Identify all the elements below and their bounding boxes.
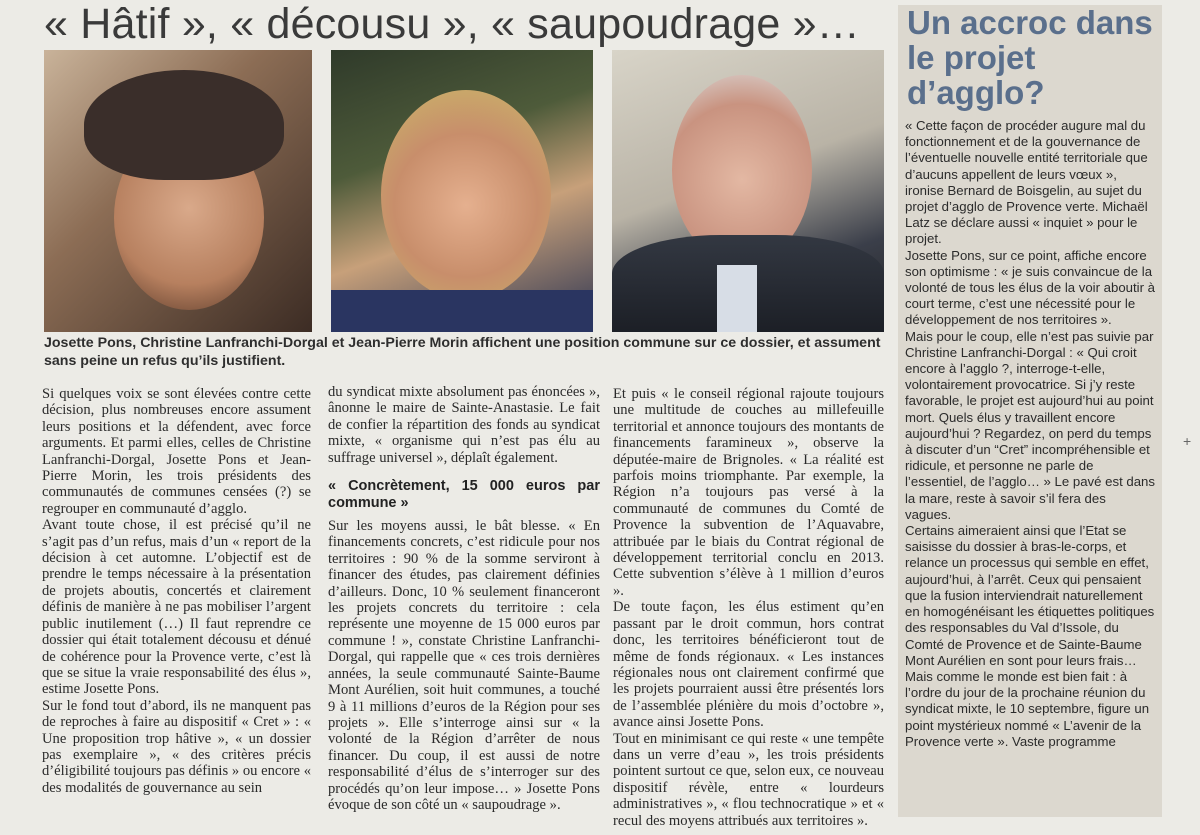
photo-caption: Josette Pons, Christine Lanfranchi-Dorgal et Jean-Pierre Morin affichent une position commune sur ce dossier, et assument sans peine un refus qu’ils justifient. xyxy=(44,335,881,369)
sidebar-title: Un accroc dans le projet d’agglo? xyxy=(907,4,1153,111)
sidebar-paragraph: Mais comme le monde est bien fait : à l’ordre du jour de la prochaine réunion du syndicat mixte, le 10 septembre, figure un point mystérieux nommé « L’avenir de la Provence verte ». Vaste programme xyxy=(905,668,1150,749)
paragraph: De toute façon, les élus estiment qu’en passant par le droit commun, hors contrat donc, les territoires bénéficieront tout de même de fonds régionaux. « Les instances régionales nous ont clairement confirmé que les projets pourraient aussi être présentés lors de l’assemblée plénière du mois d’octobre », avance ainsi Josette Pons. xyxy=(613,599,884,731)
article-column-1 xyxy=(42,386,311,796)
sidebar-paragraph: Josette Pons, sur ce point, affiche encore son optimisme : « je suis convaincue de la volonté de tous les élus de la voir aboutir à court terme, c’est une nécessité pour le développement de nos territoires ». xyxy=(905,247,1155,328)
photo-josette-pons xyxy=(44,50,312,332)
sidebar-paragraph: Certains aimeraient ainsi que l’Etat se saisisse du dossier à bras-le-corps, et relance un processus qui semble en effet, aujourd’hui, à l’arrêt. Ceux qui pensaient que la fusion interviendrait naturellement en homogénéisant les étiquettes politiques des responsables du Val d’Issole, du Comté de Provence et de Sainte-Baume Mont Aurélien en sont pour leurs frais… xyxy=(905,523,1155,668)
paragraph: du syndicat mixte absolument pas énoncées », ânonne le maire de Sainte-Anastasie. Le fait de confier la répartition des fonds au syndicat mixte, « organisme qui n’est pas élu au suffrage universel », déplaît également. xyxy=(328,384,600,466)
crop-mark: + xyxy=(1183,433,1192,449)
photo-christine-lanfranchi-dorgal xyxy=(331,50,593,332)
photo-jean-pierre-morin xyxy=(612,50,884,332)
paragraph: Et puis « le conseil régional rajoute toujours une multitude de couches au millefeuille territorial et annonce toujours des montants de financements faramineux », observe la députée-maire de Brignoles. « La réalité est parfois moins triomphante. Par exemple, la Région n’a toujours pas versé à la communauté de communes du Comté de Provence la subvention de l’Aquavabre, attribuée par le biais du Contrat régional de développement territorial conclu en 2013. Cette subvention s’élève à 1 million d’euros ». xyxy=(613,386,884,599)
article-column-2 xyxy=(328,384,600,813)
subheading: « Concrètement, 15 000 euros par commune » xyxy=(328,478,600,512)
paragraph: Tout en minimisant ce qui reste « une tempête dans un verre d’eau », les trois présidents pointent surtout ce que, selon eux, ce nouveau dispositif révèle, entre « lourdeurs administratives », « flou technocratique » et « recul des moyens attribués aux territoires ». xyxy=(613,730,884,829)
sidebar-paragraph: « Cette façon de procéder augure mal du fonctionnement et de la gouvernance de l’éventuelle nouvelle entité territoriale que d’aucuns appellent de leurs vœux », ironise Bernard de Boisgelin, au sujet du projet d’agglo de Provence verte. Michaël Latz se déclare aussi « inquiet » pour le projet. xyxy=(905,118,1148,247)
paragraph: Sur le fond tout d’abord, ils ne manquent pas de reproches à faire au dispositif « Cret » : « Une proposition trop hâtive », « un dossier pas exemplaire », « des critères précis d’éligibilité toujours pas définis » ou encore « des modalités de gouvernance au sein xyxy=(42,697,311,796)
paragraph: Avant toute chose, il est précisé qu’il ne s’agit pas d’un refus, mais d’un « report de la décision à cet automne. L’objectif est de prendre le temps nécessaire à la présentation de projets aboutis, concertés et clairement définis de manière à ne pas mobiliser l’argent public inutilement (…) Il faut reprendre ce dossier qui était totalement décousu et dénué de cohérence pour la Provence verte, c’est là que se situe la vraie responsabilité des élus », estime Josette Pons. xyxy=(42,517,311,698)
article-column-3 xyxy=(613,386,884,829)
headline: « Hâtif », « décousu », « saupoudrage »… xyxy=(44,0,860,48)
sidebar-paragraph: Mais pour le coup, elle n’est pas suivie par Christine Lanfranchi-Dorgal : « Qui croit encore à l’agglo ?, interroge-t-elle, volontairement provocatrice. Si j’y reste favorable, le projet est aujourd’hui au point mort. Quels élus y travaillent encore aujourd’hui ? Regardez, on perd du temps à discuter d’un “Cret” incompréhensible et ridicule, et personne ne parle de l’essentiel, de l’agglo… » Le pavé est dans la mare, reste à savoir s’il fera des vagues. xyxy=(905,328,1155,522)
paragraph: Sur les moyens aussi, le bât blesse. « En financements concrets, c’est ridicule pour nos territoires : 90 % de la somme serviront à financer des études, pas clairement définies d’ailleurs. Donc, 10 % seulement financeront les projets concrets du territoire : cela représente une moyenne de 15 000 euros par commune ! », constate Christine Lanfranchi-Dorgal, qui rappelle que « ces trois dernières années, la seule communauté Sainte-Baume Mont Aurélien, soit huit communes, a touché 9 à 11 millions d’euros de la Région pour ses projets ». Elle s’interroge ainsi sur « la volonté de la Région d’arrêter de nous financer. Du coup, il est aussi de notre responsabilité d’élus de s’interroger sur des procédés qu’on leur impose… » Josette Pons évoque de son côté un « saupoudrage ». xyxy=(328,518,600,813)
sidebar-body xyxy=(905,118,1155,750)
paragraph: Si quelques voix se sont élevées contre cette décision, plus nombreuses encore assument leurs positions et la défendent, avec force arguments. Et parmi elles, celles de Christine Lanfranchi-Dorgal, Josette Pons et Jean-Pierre Morin, les trois présidents des communautés de communes censées (?) se regrouper en communauté d’agglo. xyxy=(42,386,311,517)
